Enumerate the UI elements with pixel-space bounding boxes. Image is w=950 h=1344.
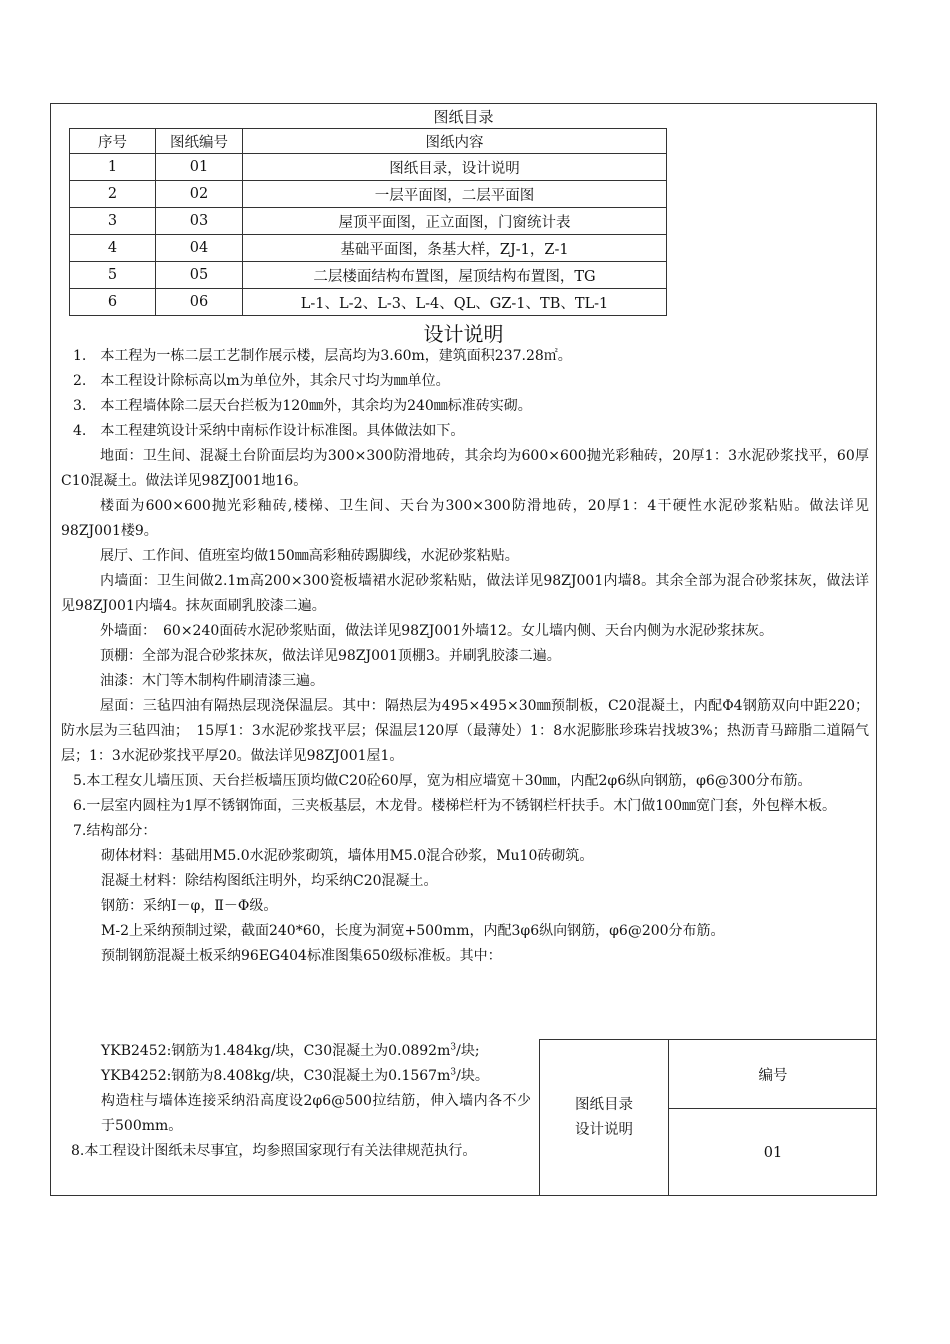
cell-number: 06 — [156, 289, 243, 316]
table-row — [70, 208, 667, 235]
cell-seq: 2 — [70, 181, 156, 208]
note-8: 8.本工程设计图纸未尽事宜，均参照国家现行有关法律规范执行。 — [71, 1143, 477, 1159]
note-concrete: 混凝土材料：除结构图纸注明外，均采纳C20混凝土。 — [101, 873, 438, 889]
cell-content: L-1、L-2、L-3、L-4、QL、GZ-1、TB、TL-1 — [243, 289, 667, 316]
cell-content: 二层楼面结构布置图，屋顶结构布置图，TG — [243, 262, 667, 289]
drawing-name-line-1: 图纸目录 — [575, 1097, 633, 1113]
note-interior-wall: 内墙面：卫生间做2.1m高200×300瓷板墙裙水泥砂浆粘贴，做法详见98ZJ001内墙8。其余全部为混合砂浆抹灰，做法详见98ZJ001内墙4。抹灰面刷乳胶漆二遍。 — [61, 573, 869, 614]
table-row — [70, 262, 667, 289]
drawing-name-line-2: 设计说明 — [575, 1122, 633, 1138]
header-number: 图纸编号 — [156, 129, 243, 154]
cell-seq: 1 — [70, 154, 156, 181]
note-ykb4252 — [61, 1064, 531, 1089]
design-notes-body — [61, 344, 869, 969]
toc-title: 图纸目录 — [433, 108, 494, 126]
note-2: 2. 本工程设计除标高以m为单位外，其余尺寸均为㎜单位。 — [73, 373, 450, 389]
note-ceiling: 顶棚：全部为混合砂浆抹灰，做法详见98ZJ001顶棚3。并刷乳胶漆二遍。 — [100, 648, 561, 664]
superscript: 3 — [450, 1042, 457, 1053]
title-block-drawing-name — [540, 1040, 669, 1196]
note-exterior-wall: 外墙面： 60×240面砖水泥砂浆贴面，做法详见98ZJ001外墙12。女儿墙内侧、天台内侧为水泥砂浆抹灰。 — [100, 623, 773, 639]
note-lintel: M-2上采纳预制过梁，截面240*60，长度为洞宽+500mm，内配3φ6纵向钢筋，φ6@200分布筋。 — [101, 923, 725, 939]
drawing-frame — [50, 103, 877, 1196]
note-skirting: 展厅、工作间、值班室均做150㎜高彩釉砖踢脚线，水泥砂浆粘贴。 — [100, 548, 519, 564]
table-header-row — [70, 129, 667, 154]
cell-content: 图纸目录，设计说明 — [243, 154, 667, 181]
note-storey-floor: 楼面为600×600抛光彩釉砖,楼梯、卫生间、天台为300×300防滑地砖，20厚1：4干硬性水泥砂浆粘贴。做法详见98ZJ001楼9。 — [61, 498, 869, 539]
note-ykb2452 — [61, 1039, 531, 1064]
note-4: 4. 本工程建筑设计采纳中南标作设计标准图。具体做法如下。 — [73, 423, 465, 439]
title-block-number-value: 01 — [763, 1144, 783, 1161]
cell-seq: 6 — [70, 289, 156, 316]
cell-number: 04 — [156, 235, 243, 262]
title-block-number-label: 编号 — [669, 1040, 877, 1109]
cell-number: 05 — [156, 262, 243, 289]
title-block — [539, 1039, 877, 1196]
header-seq: 序号 — [70, 129, 156, 154]
cell-number: 01 — [156, 154, 243, 181]
cell-seq: 4 — [70, 235, 156, 262]
note-7: 7.结构部分： — [73, 823, 157, 839]
table-row — [70, 154, 667, 181]
design-notes-title: 设计说明 — [423, 322, 504, 346]
cell-content: 基础平面图，条基大样，ZJ-1，Z-1 — [243, 235, 667, 262]
table-row — [70, 235, 667, 262]
note-constructional-column: 构造柱与墙体连接采纳沿高度设2φ6@500拉结筋，伸入墙内各不少于500mm。 — [101, 1093, 531, 1134]
note-masonry: 砌体材料：基础用M5.0水泥砂浆砌筑，墙体用M5.0混合砂浆，Mu10砖砌筑。 — [101, 848, 594, 864]
note-precast-slab: 预制钢筋混凝土板采纳96EG404标准图集650级标准板。其中： — [101, 948, 502, 964]
cell-content: 一层平面图，二层平面图 — [243, 181, 667, 208]
ykb2452-text: YKB2452:钢筋为1.484kg/块，C30混凝土为0.0892m — [101, 1043, 451, 1059]
ykb2452-unit: /块; — [456, 1043, 480, 1059]
note-paint: 油漆：木门等木制构件刷清漆三遍。 — [100, 673, 324, 689]
note-rebar: 钢筋：采纳Ⅰ－φ，Ⅱ－Φ级。 — [101, 898, 278, 914]
note-floor: 地面：卫生间、混凝土台阶面层均为300×300防滑地砖，其余均为600×600抛光彩釉砖，20厚1：3水泥砂浆找平，60厚C10混凝土。做法详见98ZJ001地16。 — [61, 448, 869, 489]
ykb4252-unit: /块。 — [456, 1068, 489, 1084]
header-content: 图纸内容 — [243, 129, 667, 154]
cell-seq: 3 — [70, 208, 156, 235]
note-3: 3. 本工程墙体除二层天台拦板为120㎜外，其余均为240㎜标准砖实砌。 — [73, 398, 532, 414]
note-6: 6.一层室内圆柱为1厚不锈钢饰面，三夹板基层，木龙骨。楼梯栏杆为不锈钢栏杆扶手。木门做100㎜宽门套，外包榉木板。 — [73, 798, 836, 814]
design-notes-continued — [61, 1039, 531, 1164]
note-roof: 屋面：三毡四油有隔热层现浇保温层。其中：隔热层为495×495×30㎜预制板，C20混凝土，内配Φ4钢筋双向中距220；防水层为三毡四油； 15厚1：3水泥砂浆找平层；保温层120厚（最薄处）1：8水泥膨胀珍珠岩找坡3%；热沥青马蹄脂二道隔气层；1：3水泥砂浆找平厚20。做法详见98ZJ001屋1。 — [61, 698, 869, 764]
table-row — [70, 181, 667, 208]
cell-number: 03 — [156, 208, 243, 235]
superscript: 3 — [450, 1067, 457, 1078]
cell-seq: 5 — [70, 262, 156, 289]
drawing-index-table — [69, 128, 667, 316]
ykb4252-text: YKB4252:钢筋为8.408kg/块，C30混凝土为0.1567m — [101, 1068, 451, 1084]
table-row — [70, 289, 667, 316]
note-5: 5.本工程女儿墙压顶、天台拦板墙压顶均做C20砼60厚，宽为相应墙宽＋30㎜，内配2φ6纵向钢筋，φ6@300分布筋。 — [73, 773, 812, 789]
note-1: 1. 本工程为一栋二层工艺制作展示楼，层高均为3.60m，建筑面积237.28㎡。 — [73, 348, 572, 364]
cell-content: 屋顶平面图，正立面图，门窗统计表 — [243, 208, 667, 235]
cell-number: 02 — [156, 181, 243, 208]
